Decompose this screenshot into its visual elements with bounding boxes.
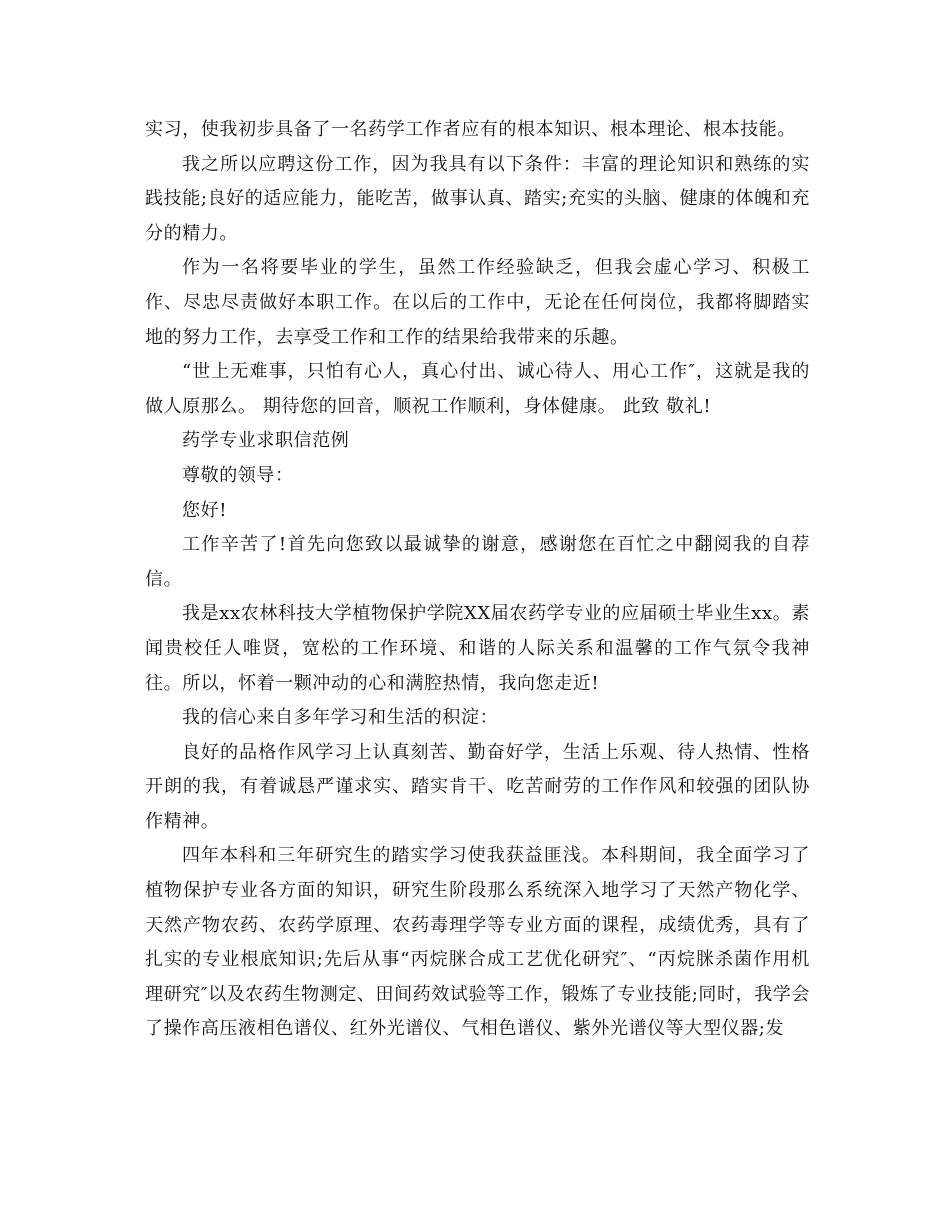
paragraph-12: 四年本科和三年研究生的踏实学习使我获益匪浅。本科期间，我全面学习了植物保护专业各方面的知识，研究生阶段那么系统深入地学习了天然产物化学、天然产物农药、农药学原理、农药毒理学等专业方面的课程，成绩优秀，具有了扎实的专业根底知识;先后从事“丙烷脒合成工艺优化研究″、“丙烷脒杀菌作用机理研究″以及农药生物测定、田间药效试验等工作，锻炼了专业技能;同时，我学会了操作高压液相色谱仪、红外光谱仪、气相色谱仪、紫外光谱仪等大型仪器;发 (145, 845, 810, 1040)
paragraph-10: 我的信心来自多年学习和生活的积淀： (182, 707, 499, 729)
paragraph-4: “世上无难事，只怕有心人，真心付出、诚心待人、用心工作″，这就是我的做人原那么。 期待您的回音，顺祝工作顺利，身体健康。 此致 敬礼! (145, 361, 810, 417)
document-body (145, 113, 810, 1047)
paragraph-3: 作为一名将要毕业的学生，虽然工作经验缺乏，但我会虚心学习、积极工作、尽忠尽责做好本职工作。在以后的工作中，无论在任何岗位，我都将脚踏实地的努力工作，去享受工作和工作的结果给我带来的乐趣。 (145, 257, 810, 348)
paragraph-1: 实习，使我初步具备了一名药学工作者应有的根本知识、根本理论、根本技能。 (145, 119, 796, 140)
section-title: 药学专业求职信范例 (182, 430, 350, 452)
greeting: 您好! (182, 499, 228, 521)
paragraph-8: 工作辛苦了!首先向您致以最诚挚的谢意，感谢您在百忙之中翻阅我的自荐信。 (145, 534, 810, 590)
salutation: 尊敬的领导： (182, 464, 294, 486)
paragraph-9: 我是xx农林科技大学植物保护学院XX届农药学专业的应届硕士毕业生xx。素闻贵校任人唯贤，宽松的工作环境、和谐的人际关系和温馨的工作气氛令我神往。所以，怀着一颗冲动的心和满腔热情，我向您走近! (145, 603, 810, 694)
paragraph-11: 良好的品格作风学习上认真刻苦、勤奋好学，生活上乐观、待人热情、性格开朗的我，有着诚恳严谨求实、踏实肯干、吃苦耐劳的工作作风和较强的团队协作精神。 (145, 741, 810, 832)
paragraph-2: 我之所以应聘这份工作，因为我具有以下条件：丰富的理论知识和熟练的实践技能;良好的适应能力，能吃苦，做事认真、踏实;充实的头脑、健康的体魄和充分的精力。 (145, 153, 810, 244)
